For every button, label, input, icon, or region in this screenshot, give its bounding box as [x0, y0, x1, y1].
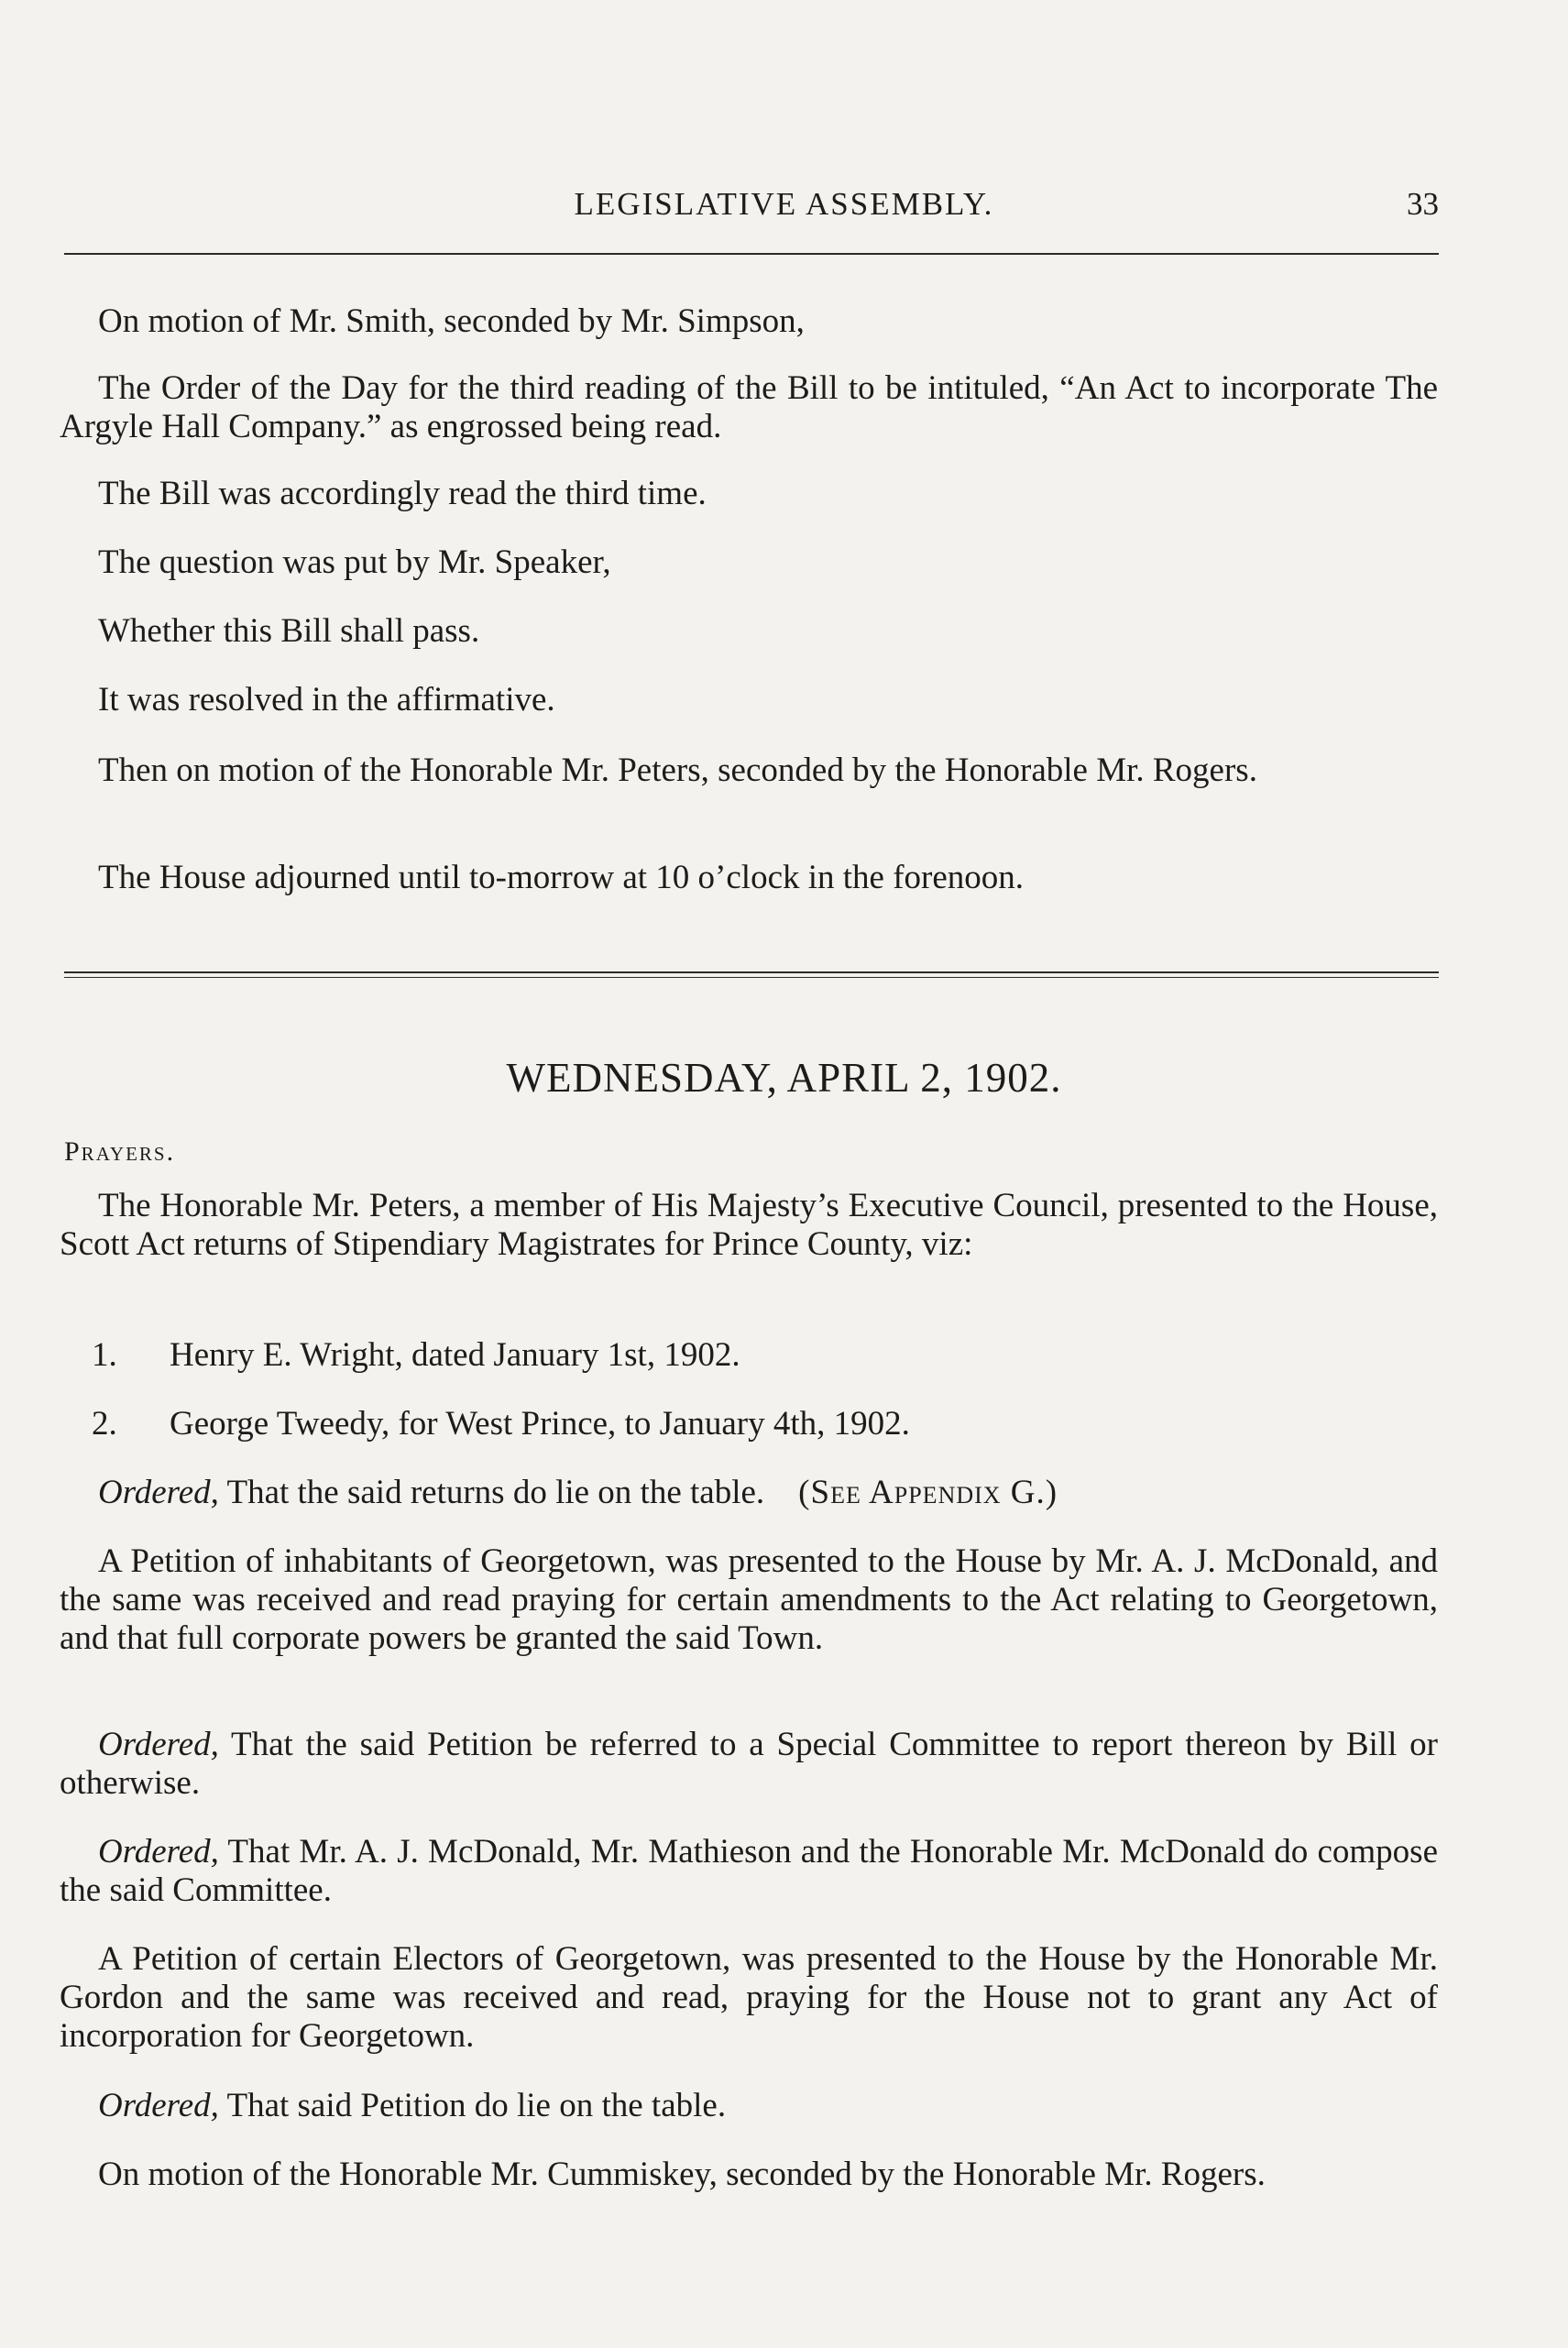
section-divider — [64, 971, 1439, 978]
running-head — [0, 181, 1568, 227]
list-item-number: 2. — [92, 1405, 117, 1443]
ordered-text: That the said Petition be referred to a Special Committee to report thereon by Bill or otherwise. — [60, 1726, 1438, 1802]
page-number: 33 — [1407, 186, 1439, 222]
ordered-word: Ordered, — [98, 1726, 219, 1763]
paragraph-peters-returns: The Honorable Mr. Peters, a member of His Majesty’s Executive Council, presented to the House, Scott Act returns of Stipendiary Magistrates for Prince County, viz: — [60, 1187, 1438, 1263]
list-item-text: Henry E. Wright, dated January 1st, 1902. — [170, 1336, 740, 1374]
appendix-reference: (See Appendix G.) — [798, 1474, 1058, 1511]
paragraph-motion-cummiskey: On motion of the Honorable Mr. Cummiskey, seconded by the Honorable Mr. Rogers. — [98, 2156, 1266, 2193]
paragraph-motion-smith: On motion of Mr. Smith, seconded by Mr. Simpson, — [98, 302, 805, 340]
ordered-word: Ordered, — [98, 1474, 219, 1511]
ordered-text: That the said returns do lie on the table. — [226, 1474, 765, 1511]
paragraph-adjourned: The House adjourned until to-morrow at 10 o’clock in the forenoon. — [98, 859, 1025, 896]
paragraph-ordered-lie — [60, 2087, 1438, 2125]
header-rule — [64, 253, 1439, 255]
paragraph-motion-peters: Then on motion of the Honorable Mr. Peters, seconded by the Honorable Mr. Rogers. — [98, 752, 1257, 789]
list-item — [92, 1405, 1439, 1443]
paragraph-resolved: It was resolved in the affirmative. — [98, 681, 555, 719]
paragraph-whether-pass: Whether this Bill shall pass. — [98, 612, 480, 650]
ordered-word: Ordered, — [98, 2087, 219, 2124]
date-heading: WEDNESDAY, APRIL 2, 1902. — [506, 1055, 1062, 1101]
paragraph-ordered-returns — [60, 1474, 1438, 1512]
list-item-number: 1. — [92, 1336, 117, 1374]
list-item — [92, 1336, 1439, 1375]
list-item-text: George Tweedy, for West Prince, to January 4th, 1902. — [170, 1405, 910, 1443]
paragraph-question-put: The question was put by Mr. Speaker, — [98, 543, 611, 581]
paragraph-ordered-committee — [60, 1726, 1438, 1803]
running-title: LEGISLATIVE ASSEMBLY. — [574, 186, 994, 222]
ordered-word: Ordered, — [98, 1833, 219, 1871]
paragraph-petition-electors: A Petition of certain Electors of Georgetown, was presented to the House by the Honorable Mr. Gordon and the same was received and read, praying for the House not to grant any Act of incorporation for Georgetown. — [60, 1940, 1438, 2055]
paragraph-order-of-day: The Order of the Day for the third reading of the Bill to be intituled, “An Act to incorporate The Argyle Hall Company.” as engrossed being read. — [60, 369, 1438, 445]
ordered-text: That Mr. A. J. McDonald, Mr. Mathieson and the Honorable Mr. McDonald do compose the said Committee. — [60, 1833, 1438, 1909]
ordered-text: That said Petition do lie on the table. — [226, 2087, 727, 2124]
paragraph-petition-inhabitants: A Petition of inhabitants of Georgetown, was presented to the House by Mr. A. J. McDonald, and the same was received and read praying for certain amendments to the Act relating to Georgetown, and that full corporate powers be granted the said Town. — [60, 1542, 1438, 1657]
paragraph-bill-read: The Bill was accordingly read the third time. — [98, 475, 707, 512]
prayers-label: Prayers. — [64, 1136, 176, 1167]
paragraph-ordered-compose — [60, 1833, 1438, 1910]
